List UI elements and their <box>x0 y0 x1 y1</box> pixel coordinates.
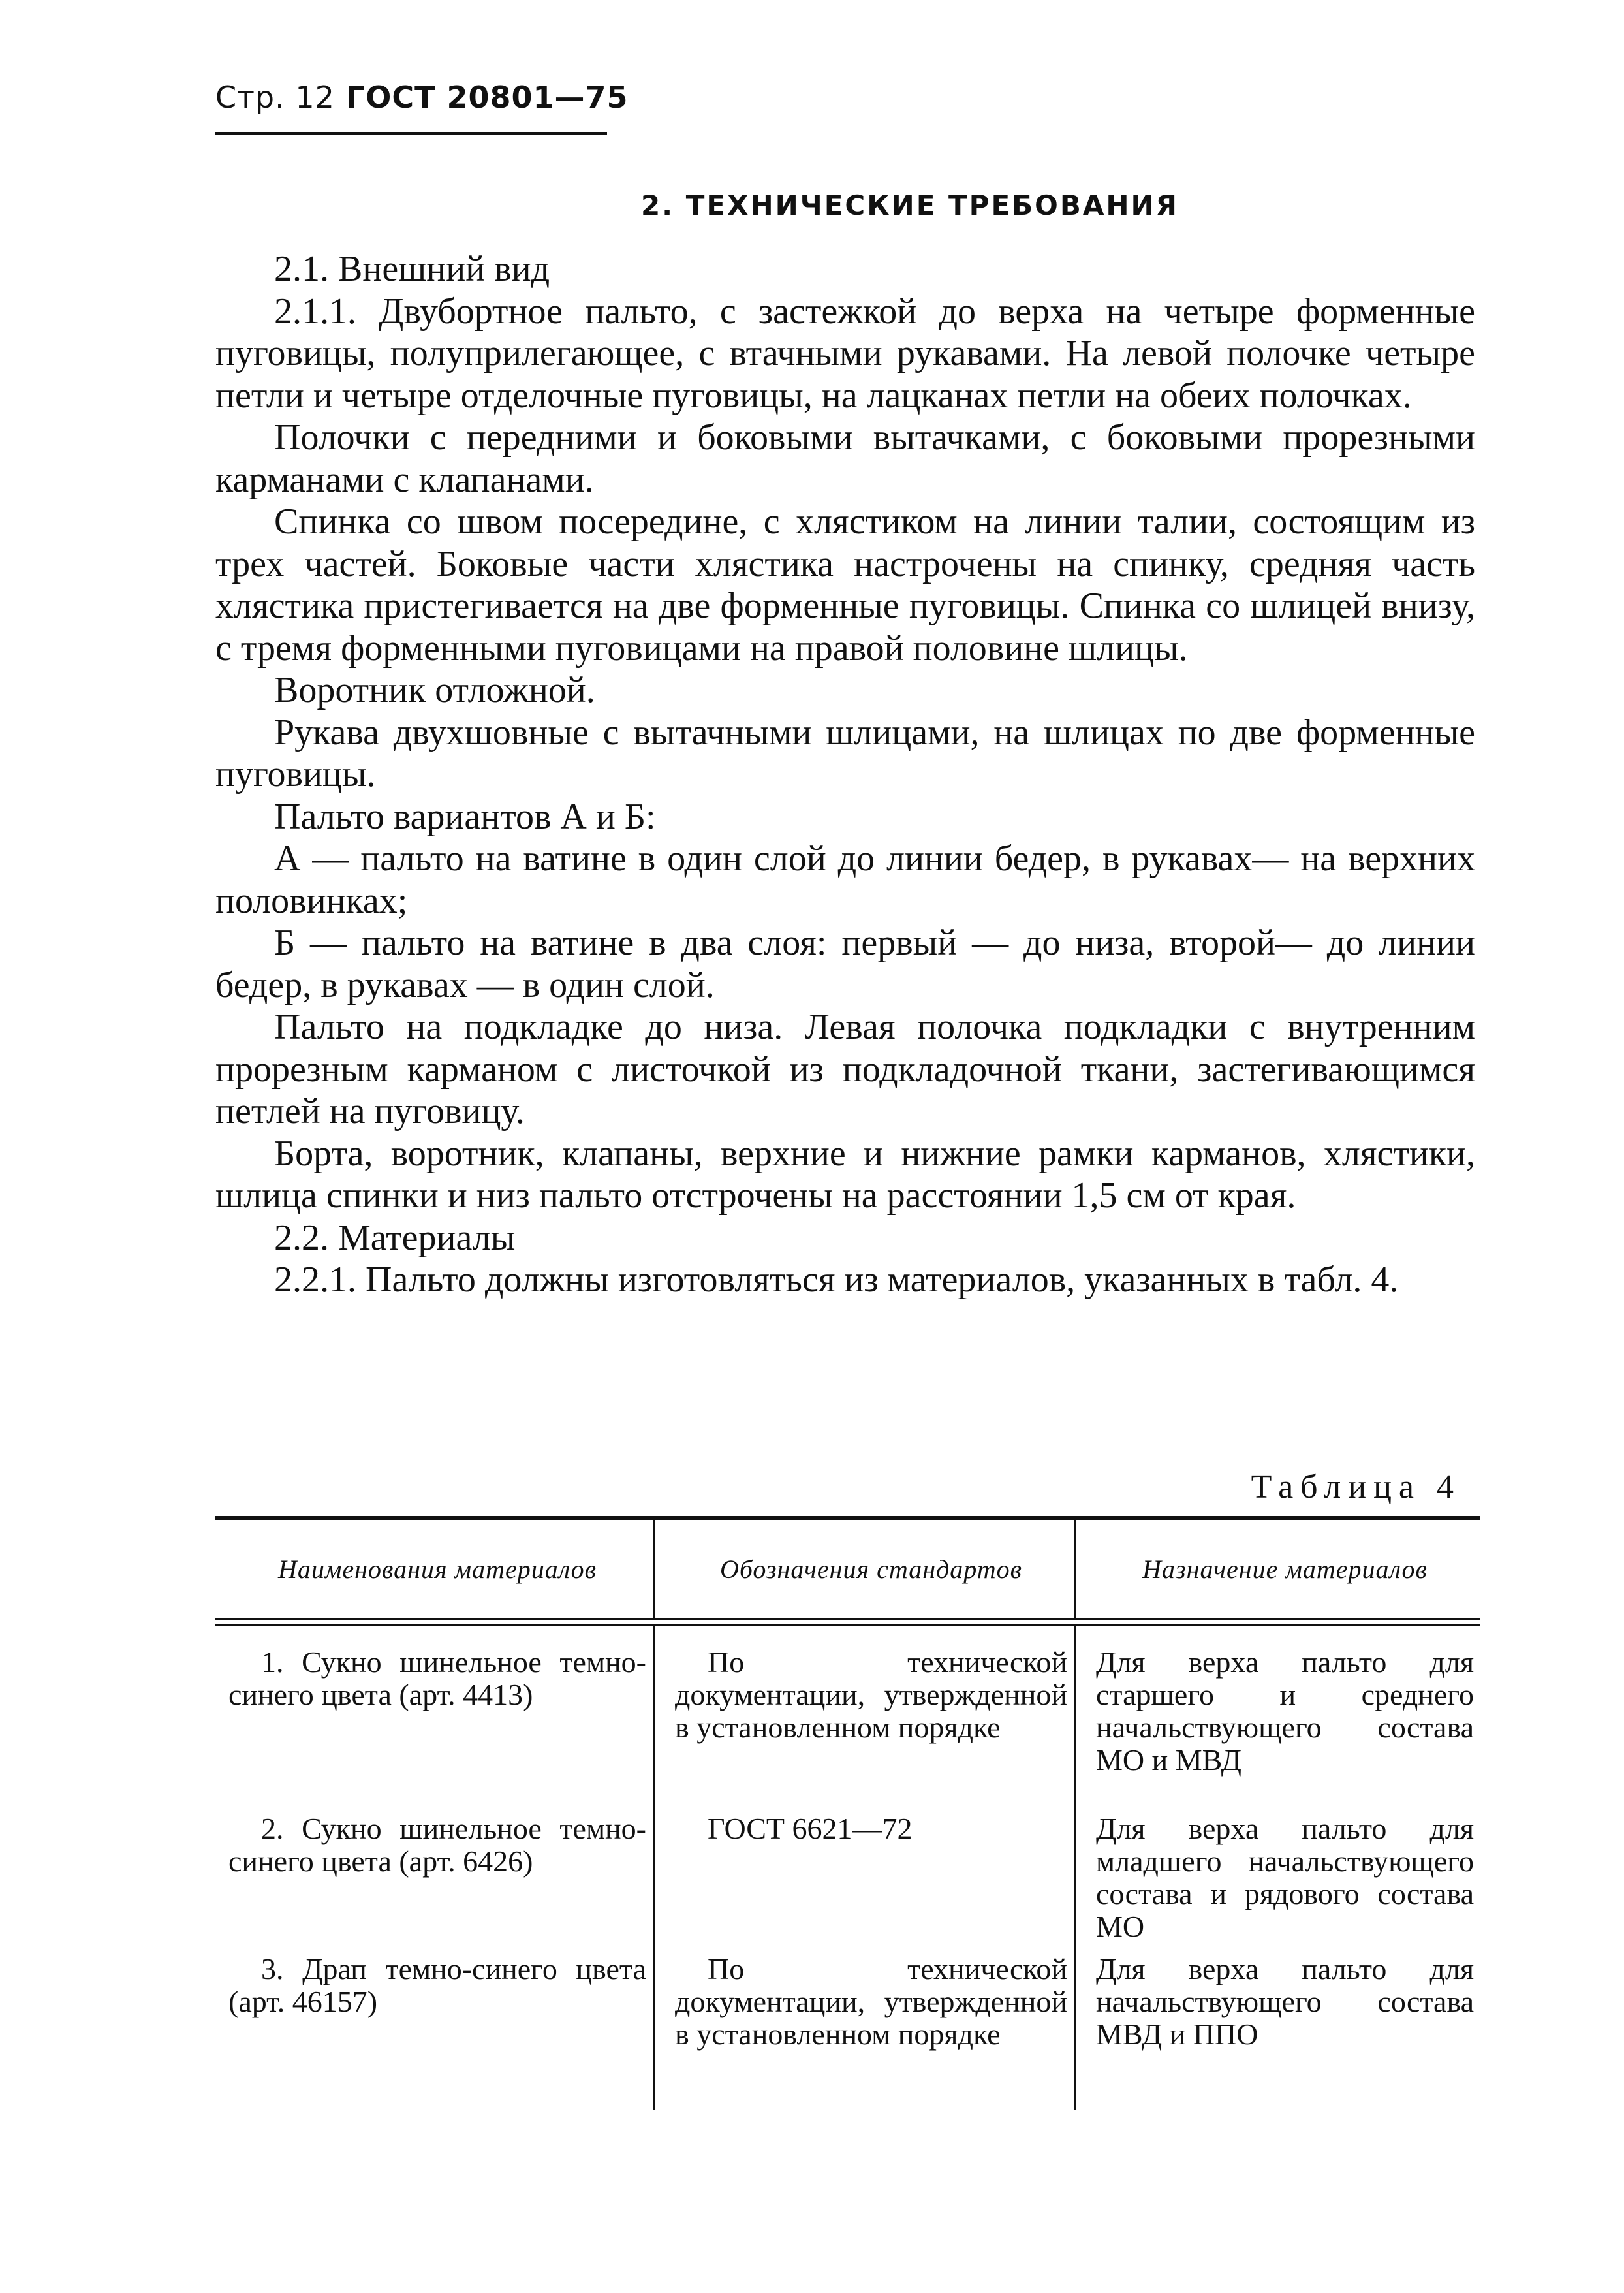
standard-cell: По технической документации, утвержденной в установленном порядке <box>675 1952 1067 2051</box>
clause-2-2: 2.2. Материалы <box>274 1217 516 1258</box>
clause-2-1-1: 2.1.1. Двубортное пальто, с застежкой до верха на четыре форменные пуговицы, полуприлегающее, с втачными рукавами. На левой полочке четыре петли и четыре отделочные пуговицы, на лацканах петли на обеих полочках. <box>215 291 1475 416</box>
paragraph-variants: Пальто вариантов А и Б: <box>274 796 656 837</box>
standard-number: ГОСТ 20801—75 <box>345 80 629 115</box>
table-row <box>215 1812 1480 1953</box>
paragraph-variant-a: А — пальто на ватине в один слой до линии бедер, в рукавах— на верхних половинках; <box>215 838 1475 921</box>
paragraph-podkladka: Пальто на подкладке до низа. Левая полочка подкладки с внутренним прорезным карманом с листочкой из подкладочной ткани, застегивающимся петлей на пуговицу. <box>215 1007 1475 1131</box>
column-header-purpose: Назначение материалов <box>1074 1520 1480 1618</box>
paragraph-borta: Борта, воротник, клапаны, верхние и нижние рамки карманов, хлястики, шлица спинки и низ пальто отстрочены на расстоянии 1,5 см от края. <box>215 1133 1475 1216</box>
paragraph-spinka: Спинка со швом посередине, с хлястиком на линии талии, состоящим из трех частей. Боковые части хлястика настрочены на спинку, средняя часть хлястика пристегивается на две форменные пуговицы. Спинка со шлицей внизу, с тремя форменными пуговицами на правой половине шлицы. <box>215 501 1475 669</box>
section-title: 2. ТЕХНИЧЕСКИЕ ТРЕБОВАНИЯ <box>640 189 1179 221</box>
table-row <box>215 1646 1480 1812</box>
table-caption: Таблица 4 <box>1251 1468 1461 1506</box>
standard-cell: ГОСТ 6621—72 <box>708 1812 913 1845</box>
header-rule <box>215 132 607 135</box>
purpose-cell: Для верха пальто для младшего начальствующего состава и рядового состава МО <box>1096 1812 1474 1943</box>
page-header <box>215 80 629 115</box>
column-header-materials: Наименования материалов <box>278 1554 597 1584</box>
clause-2-2-1: 2.2.1. Пальто должны изготовляться из материалов, указанных в табл. 4. <box>274 1259 1399 1300</box>
material-cell: 1. Сукно шинельное темно-синего цвета (арт. 4413) <box>228 1645 646 1711</box>
purpose-cell: Для верха пальто для старшего и среднего начальствующего состава МО и МВД <box>1096 1645 1474 1777</box>
material-cell: 2. Сукно шинельное темно-синего цвета (арт. 6426) <box>228 1812 646 1878</box>
page-number: Стр. 12 <box>215 80 335 115</box>
paragraph-variant-b: Б — пальто на ватине в два слоя: первый — до низа, второй— до линии бедер, в рукавах — в один слой. <box>215 923 1475 1005</box>
purpose-cell: Для верха пальто для начальствующего состава МВД и ППО <box>1096 1952 1474 2051</box>
table-row <box>215 1953 1480 2110</box>
column-header-standards: Обозначения стандартов <box>653 1520 1074 1618</box>
table-header-rule <box>215 1618 1480 1626</box>
table-body <box>215 1626 1480 2110</box>
paragraph-polochki: Полочки с передними и боковыми вытачками, с боковыми прорезными карманами с клапанами. <box>215 417 1475 500</box>
clause-2-1: 2.1. Внешний вид <box>274 249 550 289</box>
paragraph-vorotnik: Воротник отложной. <box>274 670 595 710</box>
table-header-row <box>215 1520 1480 1618</box>
materials-table <box>215 1516 1480 2110</box>
material-cell: 3. Драп темно-синего цвета (арт. 46157) <box>228 1952 646 2018</box>
paragraph-rukava: Рукава двухшовные с вытачными шлицами, на шлицах по две форменные пуговицы. <box>215 712 1475 795</box>
body-text <box>215 248 1475 1301</box>
standard-cell: По технической документации, утвержденной в установленном порядке <box>675 1645 1067 1744</box>
